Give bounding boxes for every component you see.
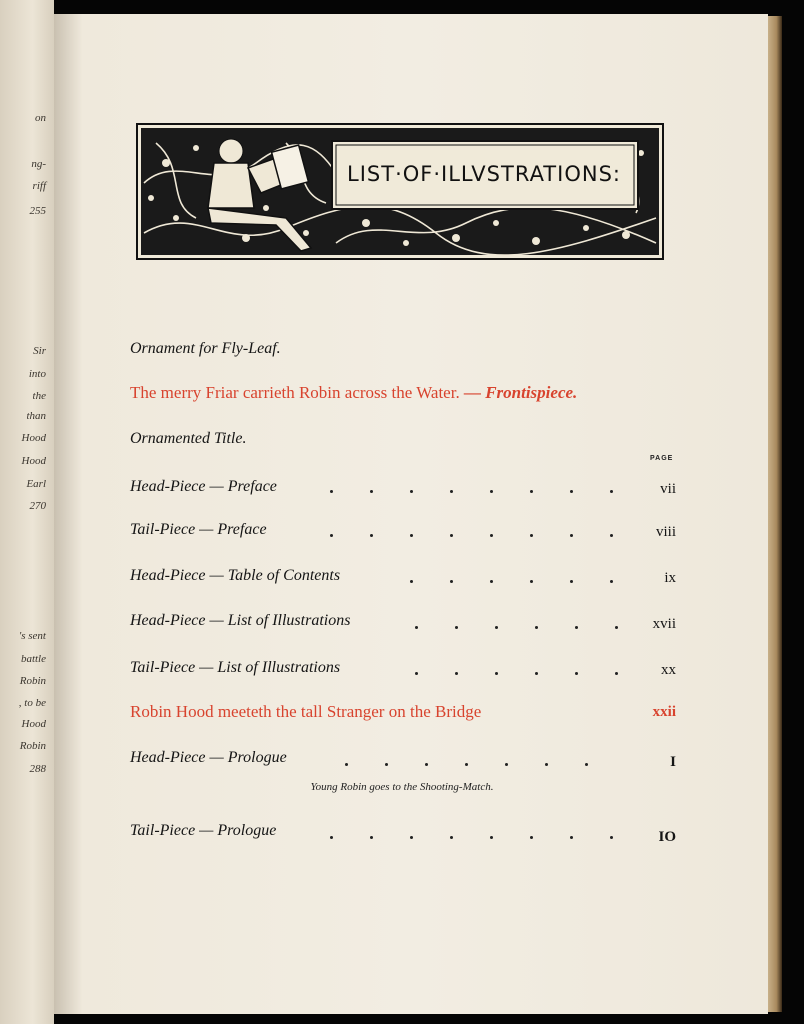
list-item-suffix: — Frontispiece. bbox=[463, 383, 578, 402]
leader-dot bbox=[610, 580, 613, 583]
list-item: Ornamented Title. bbox=[130, 430, 247, 447]
leader-dot bbox=[345, 763, 348, 766]
leader-dots bbox=[330, 836, 620, 842]
page-block-edge bbox=[768, 16, 782, 1012]
page-number: xvii bbox=[652, 616, 676, 632]
leader-dots bbox=[330, 534, 620, 540]
leader-dot bbox=[455, 626, 458, 629]
prev-page-fragment: 270 bbox=[29, 500, 46, 512]
leader-dot bbox=[575, 672, 578, 675]
chapter-subheading: Young Robin goes to the Shooting-Match. bbox=[310, 781, 494, 793]
leader-dot bbox=[330, 534, 333, 537]
leader-dot bbox=[530, 580, 533, 583]
prev-page-fragment: on bbox=[35, 112, 46, 124]
leader-dot bbox=[455, 672, 458, 675]
prev-page-fragment: 255 bbox=[29, 205, 46, 217]
leader-dot bbox=[495, 626, 498, 629]
leader-dot bbox=[530, 490, 533, 493]
prev-page-fragment: Earl bbox=[26, 478, 46, 490]
leader-dot bbox=[385, 763, 388, 766]
prev-page-fragment: Sir bbox=[33, 345, 46, 357]
leader-dot bbox=[370, 490, 373, 493]
list-item-title: The merry Friar carrieth Robin across the Water. bbox=[130, 383, 460, 402]
leader-dot bbox=[530, 534, 533, 537]
page-number: xx bbox=[661, 662, 676, 678]
leader-dot bbox=[535, 672, 538, 675]
leader-dot bbox=[410, 490, 413, 493]
leader-dot bbox=[410, 580, 413, 583]
table-row-title: Tail-Piece — List of Illustrations bbox=[130, 659, 341, 676]
prev-page-fragment: Hood bbox=[21, 455, 46, 467]
leader-dot bbox=[610, 534, 613, 537]
leader-dot bbox=[530, 836, 533, 839]
table-row-title: Head-Piece — Table of Contents bbox=[130, 567, 341, 584]
page-column-label: PAGE bbox=[650, 455, 674, 462]
leader-dot bbox=[450, 534, 453, 537]
leader-dot bbox=[570, 534, 573, 537]
leader-dot bbox=[490, 490, 493, 493]
page-number: ix bbox=[664, 570, 676, 586]
prev-page-fragment: Hood bbox=[21, 718, 46, 730]
leader-dot bbox=[330, 836, 333, 839]
leader-dot bbox=[410, 534, 413, 537]
leader-dots bbox=[410, 580, 620, 586]
leader-dot bbox=[545, 763, 548, 766]
leader-dot bbox=[495, 672, 498, 675]
prev-page-fragment: the bbox=[32, 390, 46, 402]
leader-dots bbox=[415, 626, 620, 632]
prev-page-fragment: , to be bbox=[18, 697, 46, 709]
leader-dot bbox=[425, 763, 428, 766]
prev-page-fragment: ng- bbox=[31, 158, 46, 170]
leader-dot bbox=[575, 626, 578, 629]
table-row-title: Head-Piece — Prologue bbox=[130, 749, 287, 766]
leader-dot bbox=[585, 763, 588, 766]
page-number: IO bbox=[658, 829, 676, 845]
leader-dot bbox=[490, 836, 493, 839]
leader-dot bbox=[330, 490, 333, 493]
leader-dot bbox=[450, 836, 453, 839]
page-number: xxii bbox=[652, 704, 676, 720]
list-item-frontispiece bbox=[130, 383, 577, 403]
prev-page-fragment: into bbox=[28, 368, 46, 380]
leader-dot bbox=[490, 534, 493, 537]
page-title: LIST·OF·ILLVSTRATIONS: bbox=[347, 162, 621, 186]
leader-dot bbox=[505, 763, 508, 766]
leader-dot bbox=[450, 490, 453, 493]
prev-page-fragment: Robin bbox=[19, 740, 46, 752]
previous-page-edge bbox=[0, 0, 54, 1024]
table-row-title: Head-Piece — Preface bbox=[130, 478, 277, 495]
prev-page-fragment: 288 bbox=[29, 763, 46, 775]
table-row-title: Head-Piece — List of Illustrations bbox=[130, 612, 351, 629]
leader-dot bbox=[370, 534, 373, 537]
leader-dot bbox=[450, 580, 453, 583]
leader-dot bbox=[415, 626, 418, 629]
prev-page-fragment: Hood bbox=[21, 432, 46, 444]
leader-dot bbox=[570, 580, 573, 583]
prev-page-fragment: 's sent bbox=[18, 630, 46, 642]
table-row-title: Tail-Piece — Prologue bbox=[130, 822, 277, 839]
leader-dots bbox=[345, 763, 620, 769]
prev-page-fragment: than bbox=[26, 410, 46, 422]
leader-dot bbox=[610, 836, 613, 839]
page-number: viii bbox=[655, 524, 676, 540]
prev-page-fragment: battle bbox=[20, 653, 46, 665]
list-item: Ornament for Fly-Leaf. bbox=[130, 340, 281, 357]
page-number: I bbox=[670, 754, 676, 770]
prev-page-fragment: Robin bbox=[19, 675, 46, 687]
leader-dot bbox=[490, 580, 493, 583]
leader-dot bbox=[570, 490, 573, 493]
leader-dots bbox=[415, 672, 620, 678]
leader-dot bbox=[465, 763, 468, 766]
leader-dot bbox=[415, 672, 418, 675]
leader-dot bbox=[370, 836, 373, 839]
leader-dot bbox=[535, 626, 538, 629]
leader-dot bbox=[610, 490, 613, 493]
page-number: vii bbox=[660, 481, 676, 497]
leader-dot bbox=[410, 836, 413, 839]
leader-dot bbox=[570, 836, 573, 839]
leader-dots bbox=[330, 490, 620, 496]
prev-page-fragment: riff bbox=[32, 180, 46, 192]
table-row-title-plate: Robin Hood meeteth the tall Stranger on the Bridge bbox=[130, 702, 482, 721]
table-row-title: Tail-Piece — Preface bbox=[130, 521, 267, 538]
